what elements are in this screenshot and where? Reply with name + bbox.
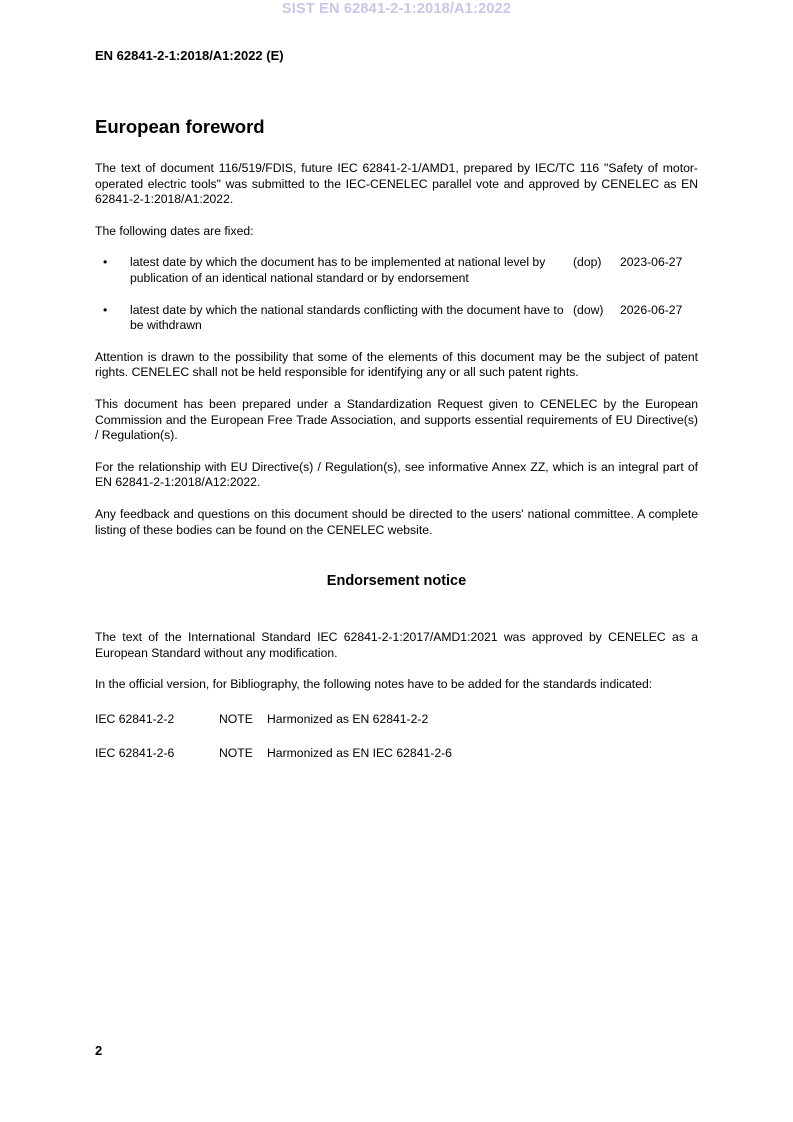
foreword-intro: The text of document 116/519/FDIS, future IEC 62841-2-1/AMD1, prepared by IEC/TC 116 "Safety of motor-operated electric tools" was submitted to the IEC-CENELEC parallel vote and approved by CENELEC as EN 62841-2-1:2018/A1:2022. [95,161,698,207]
date-row-dow [95,303,698,334]
bibliography-note [95,712,698,728]
date-value: 2023-06-27 [620,255,683,270]
note-text: Harmonized as EN IEC 62841-2-6 [267,746,452,761]
dates-list [95,255,698,333]
date-value: 2026-06-27 [620,302,683,317]
patent-paragraph: Attention is drawn to the possibility that some of the elements of this document may be the subject of patent rights. CENELEC shall not be held responsible for identifying any or all such patent rights. [95,349,698,380]
page-number: 2 [95,1043,103,1058]
date-row-dop [95,255,698,286]
dates-intro: The following dates are fixed: [95,223,254,238]
watermark: SIST EN 62841-2-1:2018/A1:2022 [281,1,512,17]
document-header: EN 62841-2-1:2018/A1:2022 (E) [95,48,284,63]
note-text: Harmonized as EN 62841-2-2 [267,711,429,726]
bibliography-intro: In the official version, for Bibliography, the following notes have to be added for the standards indicated: [95,677,653,692]
foreword-title: European foreword [95,116,265,137]
bullet: • [103,255,108,270]
bullet: • [103,302,108,317]
note-standard: IEC 62841-2-2 [95,711,175,726]
feedback-paragraph: Any feedback and questions on this document should be directed to the users' national committee. A complete listing of these bodies can be found on the CENELEC website. [95,506,698,537]
endorsement-text: The text of the International Standard IEC 62841-2-1:2017/AMD1:2021 was approved by CENELEC as a European Standard without any modification. [95,630,698,660]
bibliography-note [95,746,698,762]
relationship-paragraph: For the relationship with EU Directive(s) / Regulation(s), see informative Annex ZZ, which is an integral part of EN 62841-2-1:2018/A12:2022. [95,459,698,490]
note-label: NOTE [219,711,253,726]
date-description: latest date by which the document has to be implemented at national level by publication of an identical national standard or by endorsement [130,255,546,285]
page-content [95,116,698,781]
date-code: (dow) [573,302,604,317]
date-code: (dop) [573,255,602,270]
mandate-paragraph: This document has been prepared under a Standardization Request given to CENELEC by the European Commission and the European Free Trade Association, and supports essential requirements of EU Directive(s) / Regulation(s). [95,396,698,443]
note-standard: IEC 62841-2-6 [95,746,175,761]
date-description: latest date by which the national standards conflicting with the document have to be withdrawn [130,302,564,333]
endorsement-title: Endorsement notice [326,573,467,590]
note-label: NOTE [219,746,253,761]
